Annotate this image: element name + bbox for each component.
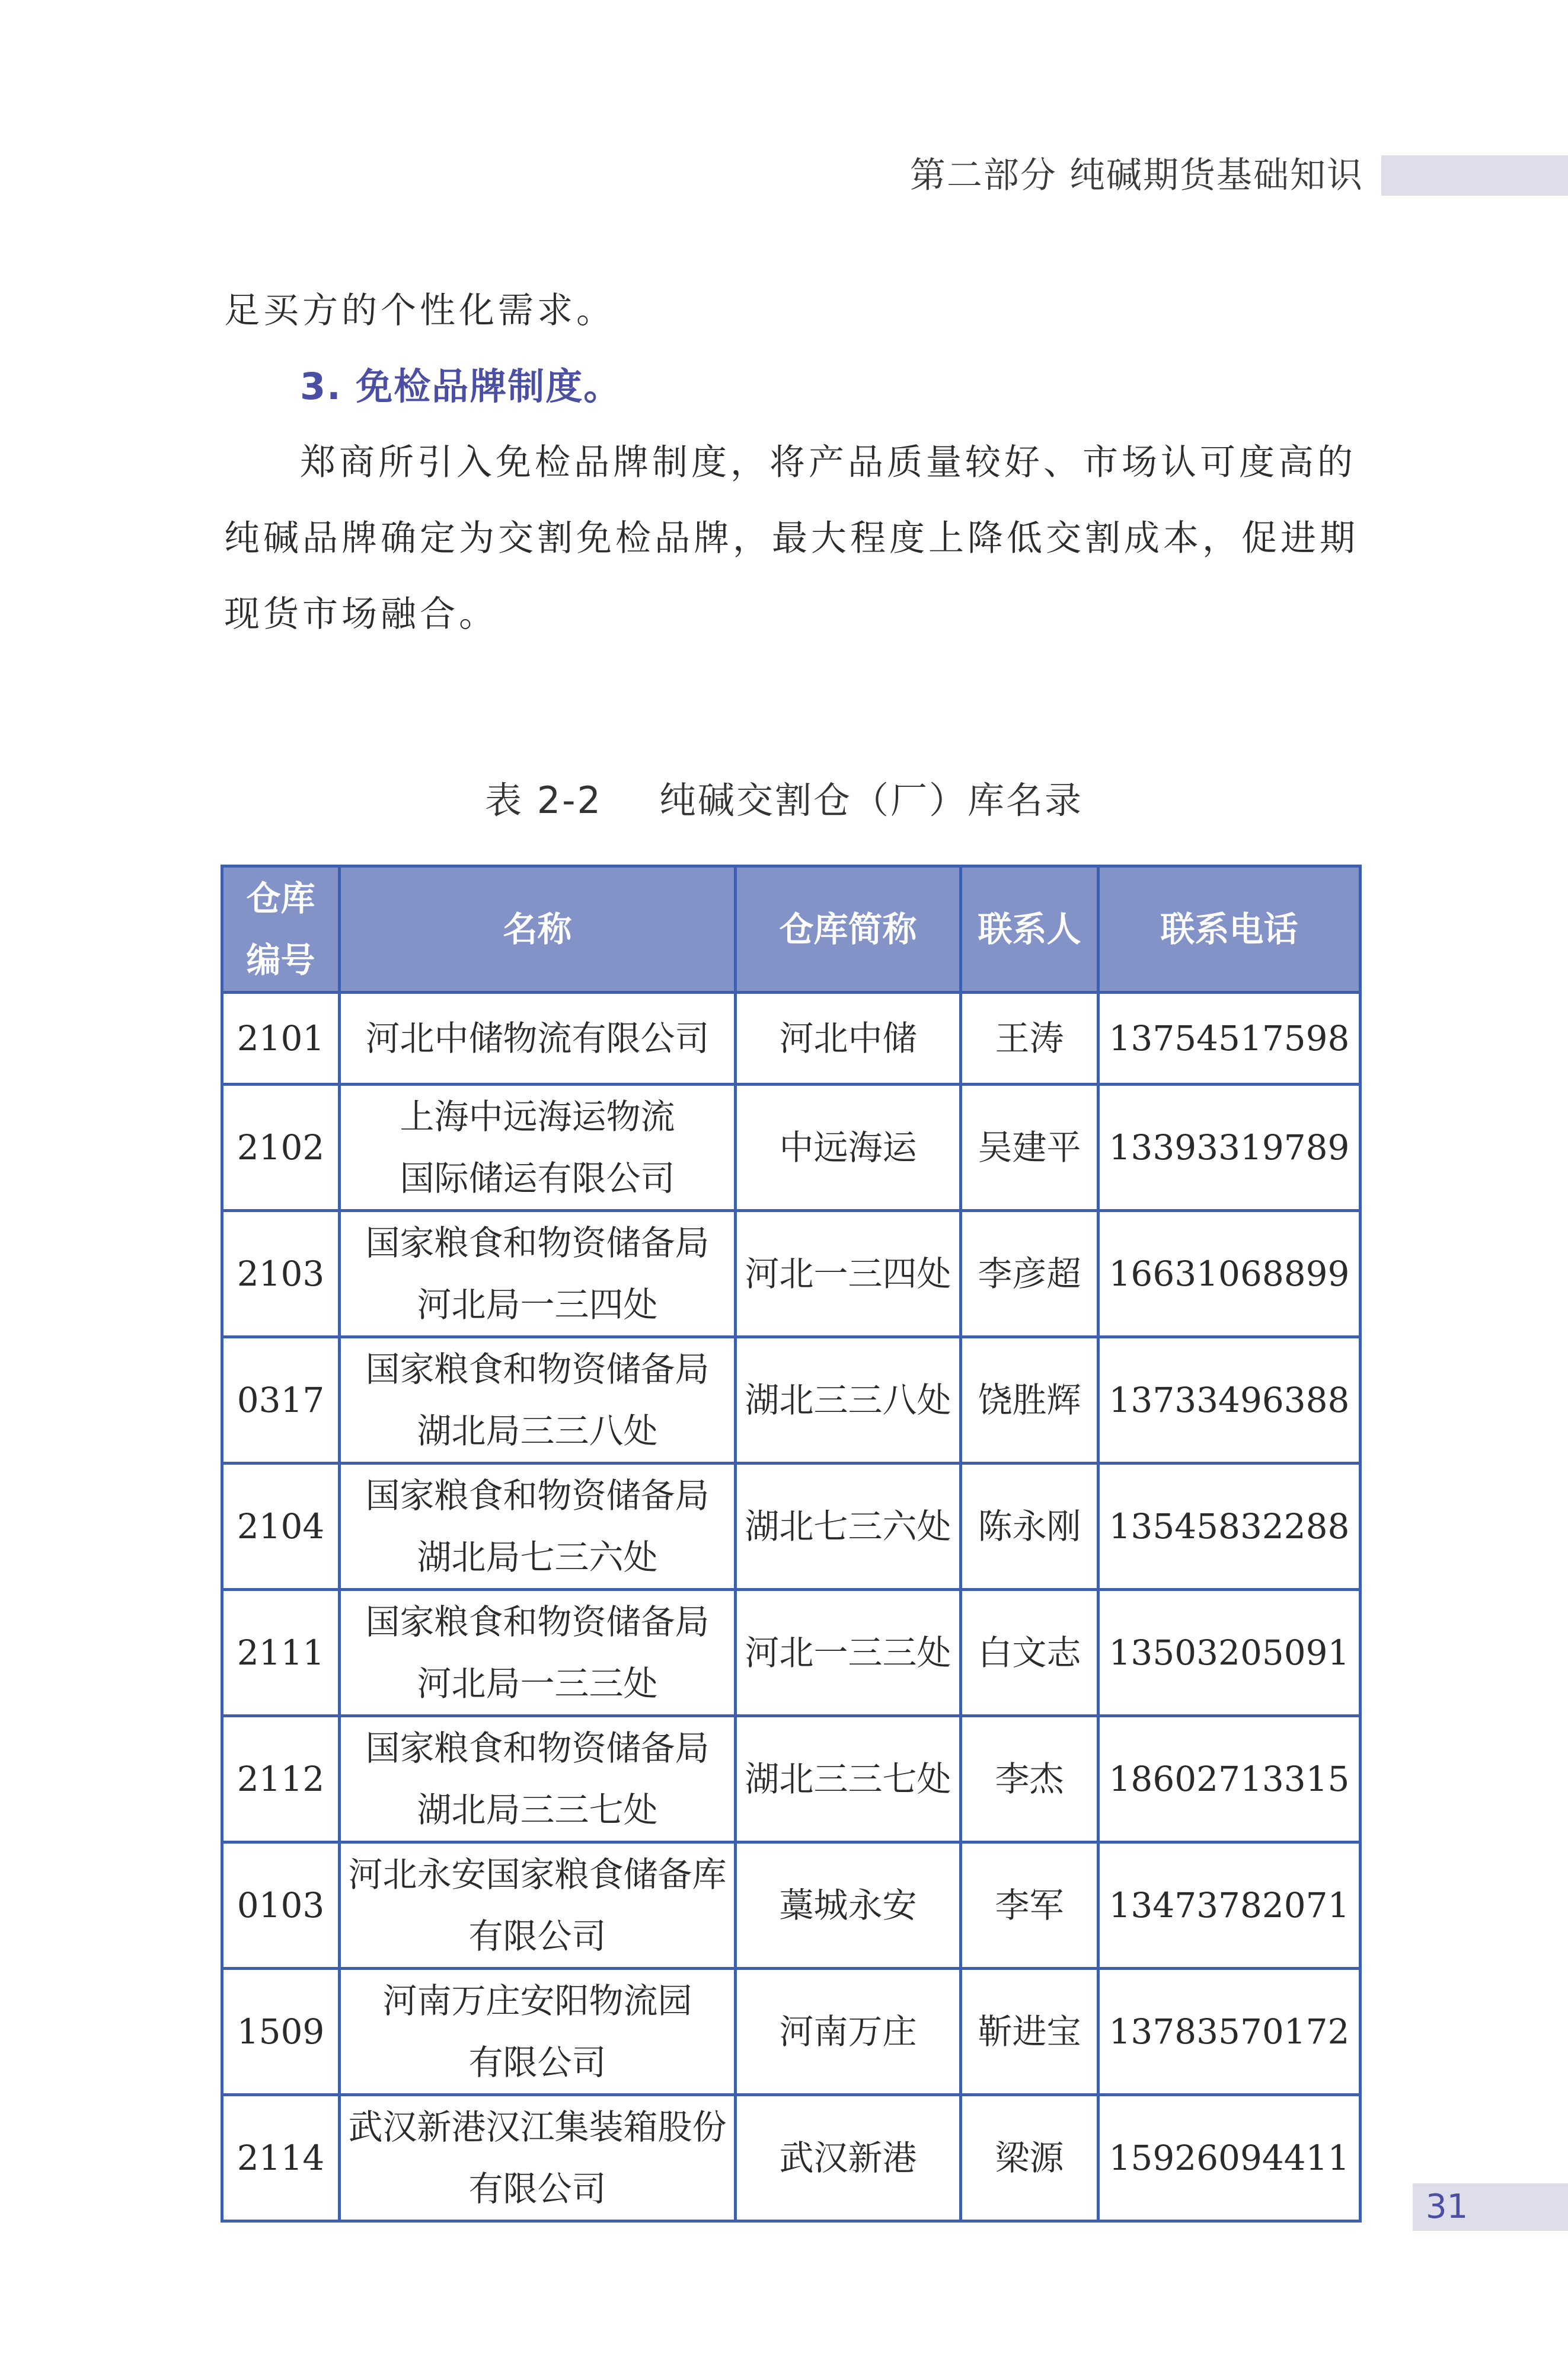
- cell-contact: 李杰: [961, 1716, 1098, 1842]
- cell-name-line2: 有限公司: [468, 1916, 606, 1956]
- cell-name-line2: 河北局一三三处: [417, 1663, 658, 1704]
- table-caption-title: 纯碱交割仓（厂）库名录: [659, 779, 1083, 822]
- cell-phone: 13783570172: [1098, 1969, 1361, 2095]
- cell-name-line1: 国家粮食和物资储备局: [365, 1602, 710, 1642]
- cell-name: [340, 1716, 736, 1842]
- cell-contact: 梁源: [961, 2095, 1098, 2221]
- continuation-text: 足买方的个性化需求。: [224, 290, 615, 331]
- header-code-line1: 仓库: [246, 878, 315, 919]
- cell-contact: 吴建平: [961, 1085, 1098, 1211]
- cell-name: [340, 1464, 736, 1590]
- header-code: [222, 866, 340, 993]
- running-header-title: 第二部分 纯碱期货基础知识: [909, 155, 1363, 196]
- cell-name-line2: 湖北局三三八处: [417, 1411, 658, 1451]
- cell-name-line1: 河北永安国家粮食储备库: [348, 1854, 727, 1895]
- cell-phone: 13393319789: [1098, 1085, 1361, 1211]
- cell-code: 2103: [222, 1211, 340, 1337]
- cell-name-line1: 上海中远海运物流: [400, 1096, 675, 1137]
- cell-name-line1: 国家粮食和物资储备局: [365, 1475, 710, 1516]
- cell-phone: 13754517598: [1098, 993, 1361, 1085]
- cell-name: [340, 1842, 736, 1969]
- header-short-name: 仓库简称: [736, 866, 961, 993]
- cell-name: [340, 1085, 736, 1211]
- cell-contact: 李军: [961, 1842, 1098, 1969]
- cell-short-name: 湖北七三六处: [736, 1464, 961, 1590]
- cell-code: 1509: [222, 1969, 340, 2095]
- cell-name-line2: 国际储运有限公司: [400, 1158, 675, 1198]
- table-caption: [0, 771, 1568, 824]
- table-row: [222, 1590, 1361, 1716]
- cell-name-line1: 国家粮食和物资储备局: [365, 1223, 710, 1263]
- table-row: [222, 2095, 1361, 2221]
- section-subheading: 3. 免检品牌制度。: [300, 365, 622, 408]
- cell-phone: 15926094411: [1098, 2095, 1361, 2221]
- cell-code: 0317: [222, 1337, 340, 1464]
- cell-phone: 18602713315: [1098, 1716, 1361, 1842]
- cell-name-line1: 国家粮食和物资储备局: [365, 1728, 710, 1768]
- cell-code: 0103: [222, 1842, 340, 1969]
- cell-contact: 陈永刚: [961, 1464, 1098, 1590]
- cell-short-name: 武汉新港: [736, 2095, 961, 2221]
- table-row: [222, 1842, 1361, 1969]
- cell-contact: 李彦超: [961, 1211, 1098, 1337]
- cell-contact: 靳进宝: [961, 1969, 1098, 2095]
- table-body: [222, 993, 1361, 2221]
- cell-name: [340, 1211, 736, 1337]
- cell-short-name: 河北一三三处: [736, 1590, 961, 1716]
- cell-name: [340, 993, 736, 1085]
- warehouse-directory-table: [221, 865, 1362, 2223]
- cell-name-line1: 河南万庄安阳物流园: [382, 1981, 692, 2021]
- cell-code: 2111: [222, 1590, 340, 1716]
- table-row: [222, 1969, 1361, 2095]
- page-number: 31: [1426, 2188, 1468, 2226]
- cell-short-name: 中远海运: [736, 1085, 961, 1211]
- table-row: [222, 1337, 1361, 1464]
- cell-short-name: 河北一三四处: [736, 1211, 961, 1337]
- cell-name-line2: 有限公司: [468, 2042, 606, 2083]
- table-caption-number: 表 2-2: [485, 779, 602, 822]
- header-name: 名称: [340, 866, 736, 993]
- cell-name-line1: 国家粮食和物资储备局: [365, 1349, 710, 1389]
- cell-short-name: 湖北三三八处: [736, 1337, 961, 1464]
- cell-contact: 饶胜辉: [961, 1337, 1098, 1464]
- cell-phone: 16631068899: [1098, 1211, 1361, 1337]
- body-paragraph: 郑商所引入免检品牌制度，将产品质量较好、市场认可度高的纯碱品牌确定为交割免检品牌，最大程度上降低交割成本，促进期现货市场融合。: [224, 442, 1359, 635]
- cell-phone: 13473782071: [1098, 1842, 1361, 1969]
- header-code-line2: 编号: [246, 940, 315, 980]
- cell-short-name: 湖北三三七处: [736, 1716, 961, 1842]
- table-row: [222, 1716, 1361, 1842]
- cell-name: [340, 1969, 736, 2095]
- table-row: [222, 993, 1361, 1085]
- cell-short-name: 河南万庄: [736, 1969, 961, 2095]
- cell-name: [340, 2095, 736, 2221]
- cell-code: 2102: [222, 1085, 340, 1211]
- cell-short-name: 河北中储: [736, 993, 961, 1085]
- cell-short-name: 藁城永安: [736, 1842, 961, 1969]
- cell-code: 2114: [222, 2095, 340, 2221]
- cell-name-line2: 湖北局七三六处: [417, 1537, 658, 1577]
- header-phone: 联系电话: [1098, 866, 1361, 993]
- cell-contact: 王涛: [961, 993, 1098, 1085]
- cell-name-line2: 有限公司: [468, 2169, 606, 2209]
- cell-phone: 13733496388: [1098, 1337, 1361, 1464]
- cell-name: [340, 1590, 736, 1716]
- table-row: [222, 1085, 1361, 1211]
- header-accent-bar: [1381, 155, 1568, 196]
- cell-code: 2104: [222, 1464, 340, 1590]
- table-row: [222, 1464, 1361, 1590]
- cell-phone: 13503205091: [1098, 1590, 1361, 1716]
- cell-phone: 13545832288: [1098, 1464, 1361, 1590]
- cell-name-line2: 河北局一三四处: [417, 1284, 658, 1325]
- cell-contact: 白文志: [961, 1590, 1098, 1716]
- cell-code: 2112: [222, 1716, 340, 1842]
- header-contact: 联系人: [961, 866, 1098, 993]
- cell-name-line1: 河北中储物流有限公司: [365, 1018, 710, 1058]
- table-header-row: [222, 866, 1361, 993]
- cell-name-line2: 湖北局三三七处: [417, 1790, 658, 1830]
- cell-name-line1: 武汉新港汉江集装箱股份: [348, 2107, 727, 2147]
- cell-name: [340, 1337, 736, 1464]
- cell-code: 2101: [222, 993, 340, 1085]
- table-row: [222, 1211, 1361, 1337]
